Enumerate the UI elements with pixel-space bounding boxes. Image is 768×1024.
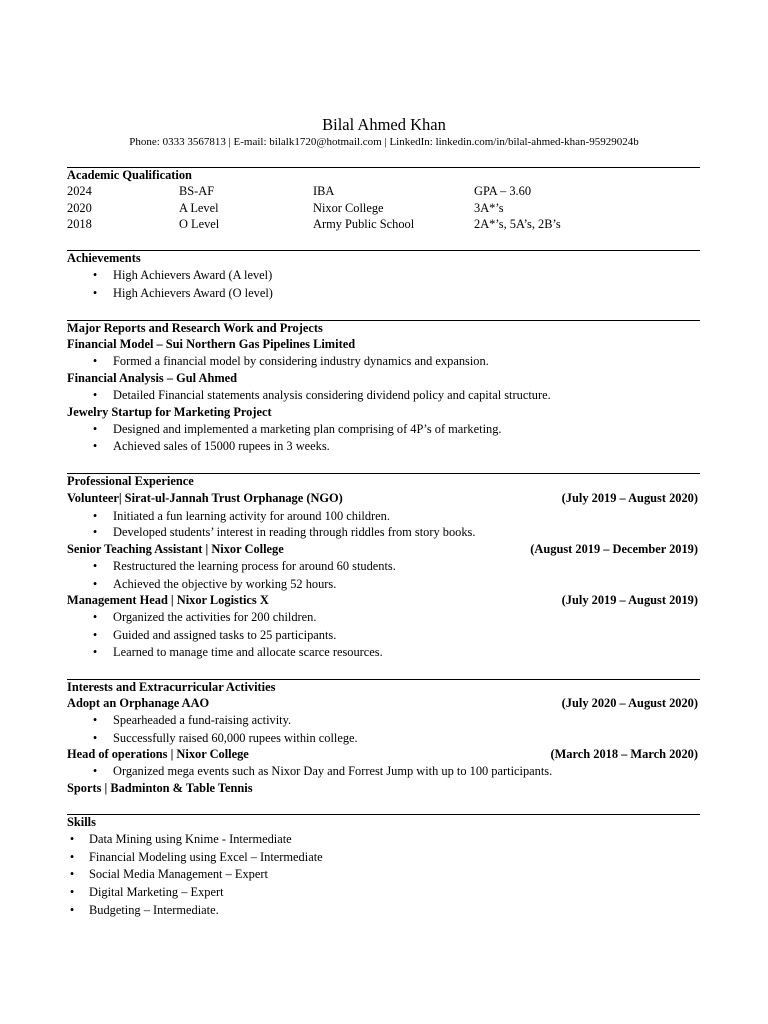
candidate-name: Bilal Ahmed Khan [322,115,446,134]
job-dates: (August 2019 – December 2019) [530,542,698,556]
academic-institution: Army Public School [313,217,415,231]
list-item: • Successfully raised 60,000 rupees within college. [90,730,690,747]
bullet-icon: • [69,850,75,864]
list-item: • Initiated a fun learning activity for around 100 children. [90,508,690,525]
academic-degree: A Level [179,201,219,215]
bullet-icon: • [92,388,98,402]
project-title: Jewelry Startup for Marketing Project [67,405,272,419]
list-item: • Developed students’ interest in reading through riddles from story books. [90,524,690,541]
bullet-icon: • [92,422,98,436]
activity-title: Sports | Badminton & Table Tennis [67,781,253,795]
contact-line: Phone: 0333 3567813 | E-mail: bilalk1720@hotmail.com | LinkedIn: linkedin.com/in/bilal-ahmed-khan-95929024b [129,136,639,148]
bullet-icon: • [92,439,98,453]
skill-item: • Digital Marketing – Expert [67,884,667,901]
bullet-icon: • [92,628,98,642]
academic-institution: IBA [313,184,335,198]
job-title: Management Head | Nixor Logistics X (July 2019 – August 2019) [67,593,698,607]
list-item: • Organized the activities for 200 children. [90,609,690,626]
skill-item: • Data Mining using Knime - Intermediate [67,831,667,848]
bullet-icon: • [92,268,98,282]
list-item: • High Achievers Award (O level) [90,285,690,302]
academic-year: 2020 [67,201,92,215]
academic-row [67,216,700,233]
academic-year: 2024 [67,184,92,198]
section-heading-achievements: Achievements [67,251,141,265]
bullet-icon: • [92,559,98,573]
bullet-icon: • [92,354,98,368]
academic-year: 2018 [67,217,92,231]
academic-result: 2A*’s, 5A’s, 2B’s [474,217,561,231]
activity-dates: (March 2018 – March 2020) [550,747,698,761]
list-item: • Restructured the learning process for around 60 students. [90,558,690,575]
bullet-icon: • [92,525,98,539]
job-title: Volunteer| Sirat-ul-Jannah Trust Orphanage (NGO) (July 2019 – August 2020) [67,491,698,505]
bullet-icon: • [92,286,98,300]
bullet-icon: • [69,867,75,881]
activity-title: Adopt an Orphanage AAO (July 2020 – August 2020) [67,696,698,710]
bullet-icon: • [92,764,98,778]
job-dates: (July 2019 – August 2020) [561,491,698,505]
bullet-icon: • [69,832,75,846]
academic-row [67,183,700,200]
bullet-icon: • [92,713,98,727]
activity-dates: (July 2020 – August 2020) [561,696,698,710]
job-dates: (July 2019 – August 2019) [561,593,698,607]
section-heading-interests: Interests and Extracurricular Activities [67,680,276,694]
academic-institution: Nixor College [313,201,384,215]
list-item: • Spearheaded a fund-raising activity. [90,712,690,729]
academic-degree: O Level [179,217,220,231]
bullet-icon: • [92,577,98,591]
bullet-icon: • [69,885,75,899]
activity-title: Head of operations | Nixor College (March 2018 – March 2020) [67,747,698,761]
bullet-icon: • [92,731,98,745]
list-item: • High Achievers Award (A level) [90,267,690,284]
academic-degree: BS-AF [179,184,215,198]
section-heading-skills: Skills [67,815,96,829]
list-item: • Designed and implemented a marketing plan comprising of 4P’s of marketing. [90,421,690,438]
academic-result: GPA – 3.60 [474,184,532,198]
bullet-icon: • [92,509,98,523]
job-title: Senior Teaching Assistant | Nixor College (August 2019 – December 2019) [67,542,698,556]
list-item: • Formed a financial model by considering industry dynamics and expansion. [90,353,690,370]
list-item: • Learned to manage time and allocate scarce resources. [90,644,690,661]
bullet-icon: • [69,903,75,917]
list-item: • Organized mega events such as Nixor Day and Forrest Jump with up to 100 participants. [90,763,690,780]
skill-item: • Social Media Management – Expert [67,866,667,883]
academic-row [67,200,700,217]
academic-result: 3A*’s [474,201,504,215]
skill-item: • Financial Modeling using Excel – Intermediate [67,849,667,866]
list-item: • Detailed Financial statements analysis considering dividend policy and capital structure. [90,387,690,404]
list-item: • Achieved sales of 15000 rupees in 3 weeks. [90,438,690,455]
section-heading-experience: Professional Experience [67,474,194,488]
project-title: Financial Model – Sui Northern Gas Pipelines Limited [67,337,356,351]
list-item: • Guided and assigned tasks to 25 participants. [90,627,690,644]
section-heading-reports: Major Reports and Research Work and Projects [67,321,323,335]
project-title: Financial Analysis – Gul Ahmed [67,371,238,385]
bullet-icon: • [92,610,98,624]
skill-item: • Budgeting – Intermediate. [67,902,667,919]
list-item: • Achieved the objective by working 52 hours. [90,576,690,593]
section-heading-academic: Academic Qualification [67,168,192,182]
bullet-icon: • [92,645,98,659]
